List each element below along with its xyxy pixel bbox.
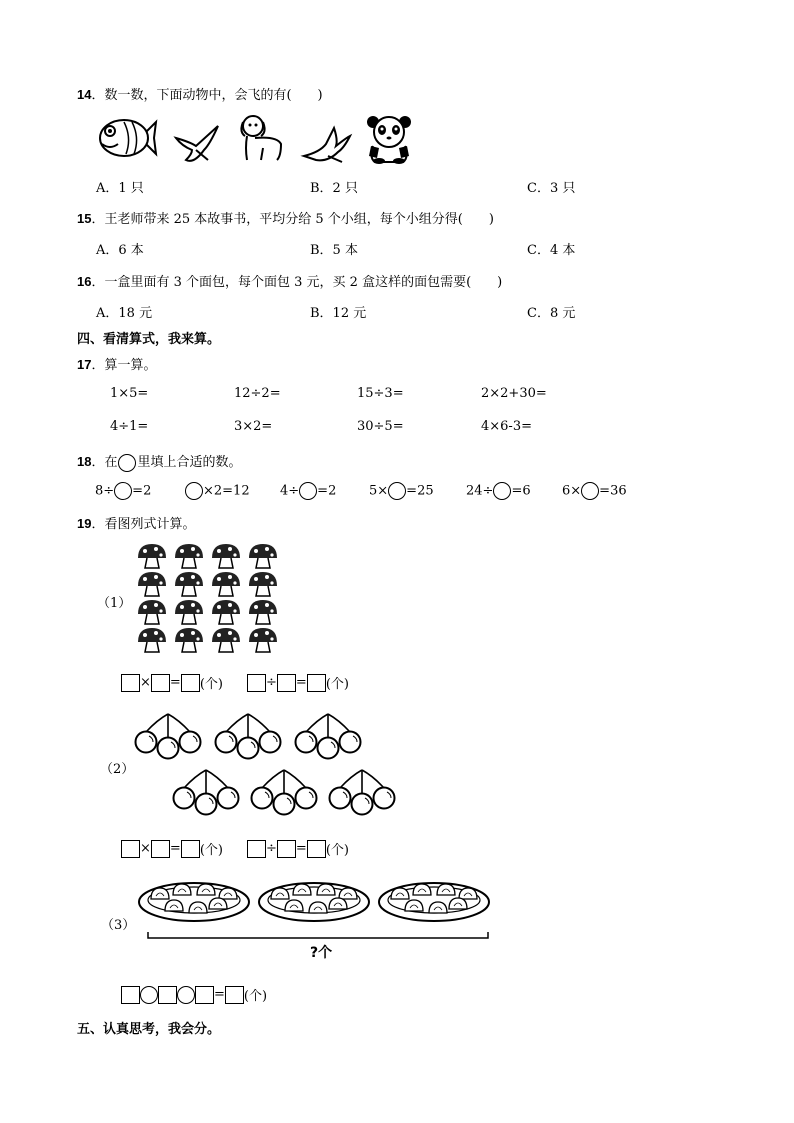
fish-icon bbox=[96, 114, 156, 162]
bird-icon bbox=[174, 124, 222, 164]
section-heading: 五、认真思考，我会分。 bbox=[77, 1022, 221, 1037]
unit: (个) bbox=[199, 843, 223, 858]
answer-box[interactable] bbox=[277, 840, 296, 858]
question-text: 里填上合适的数。 bbox=[137, 455, 242, 470]
answer-circle[interactable] bbox=[493, 482, 511, 500]
fill-prefix: 5× bbox=[369, 483, 389, 499]
dog-icon bbox=[237, 114, 285, 164]
question-number: 19 bbox=[77, 516, 92, 531]
question-text: ．看图列式计算。 bbox=[91, 517, 196, 532]
fill-suffix: =2 bbox=[132, 483, 152, 499]
expression: 1×5= bbox=[110, 386, 149, 401]
total-label: ?个 bbox=[310, 945, 333, 961]
fill-item bbox=[185, 482, 250, 500]
expression: 4×6-3= bbox=[481, 419, 532, 434]
answer-box[interactable] bbox=[158, 986, 177, 1004]
expression: 2×2+30= bbox=[481, 386, 547, 401]
option-b[interactable]: B．2 只 bbox=[310, 181, 358, 196]
fill-item bbox=[95, 482, 151, 500]
fill-suffix: =36 bbox=[599, 483, 627, 499]
operator: ÷ bbox=[266, 841, 277, 856]
equation-line bbox=[247, 673, 349, 692]
expression: 30÷5= bbox=[357, 419, 404, 434]
option-c[interactable]: C．8 元 bbox=[527, 306, 576, 321]
operator: = bbox=[295, 841, 307, 856]
question-19 bbox=[77, 513, 195, 532]
question-text: ．王老师带来 25 本故事书，平均分给 5 个小组，每个小组分得( ) bbox=[91, 212, 494, 227]
fill-prefix: 24÷ bbox=[466, 483, 494, 499]
question-text: ．算一算。 bbox=[91, 358, 157, 373]
fill-prefix: 4÷ bbox=[280, 483, 300, 499]
part-label: （3） bbox=[101, 918, 136, 933]
answer-box[interactable] bbox=[307, 674, 326, 692]
answer-circle[interactable] bbox=[185, 482, 203, 500]
unit: (个) bbox=[325, 843, 349, 858]
question-number: 17 bbox=[77, 357, 92, 372]
answer-circle[interactable] bbox=[388, 482, 406, 500]
fill-suffix: =25 bbox=[406, 483, 434, 499]
expression: 15÷3= bbox=[357, 386, 404, 401]
answer-box[interactable] bbox=[151, 674, 170, 692]
operator: = bbox=[169, 675, 181, 690]
answer-box[interactable] bbox=[247, 674, 266, 692]
operator-circle[interactable] bbox=[140, 986, 158, 1004]
equation-line bbox=[121, 673, 223, 692]
option-a[interactable]: A．1 只 bbox=[96, 181, 144, 196]
dumpling-plates-icon bbox=[138, 880, 494, 944]
answer-box[interactable] bbox=[277, 674, 296, 692]
question-number: 16 bbox=[77, 274, 92, 289]
answer-box[interactable] bbox=[121, 674, 140, 692]
answer-box[interactable] bbox=[247, 840, 266, 858]
question-text: ．数一数，下面动物中，会飞的有( ) bbox=[91, 88, 323, 103]
operator: × bbox=[140, 675, 151, 690]
option-b[interactable]: B．5 本 bbox=[310, 243, 358, 258]
answer-circle-icon bbox=[118, 454, 136, 472]
question-text: ．在 bbox=[91, 455, 118, 470]
option-a[interactable]: A．6 本 bbox=[96, 243, 144, 258]
question-16 bbox=[77, 271, 502, 290]
unit: (个) bbox=[325, 677, 349, 692]
bird-icon bbox=[302, 126, 352, 164]
question-text: ．一盒里面有 3 个面包，每个面包 3 元，买 2 盒这样的面包需要( ) bbox=[91, 275, 503, 290]
answer-box[interactable] bbox=[225, 986, 244, 1004]
question-15 bbox=[77, 208, 494, 227]
answer-box[interactable] bbox=[181, 840, 200, 858]
operator-circle[interactable] bbox=[177, 986, 195, 1004]
equation-line bbox=[121, 985, 267, 1004]
option-c[interactable]: C．3 只 bbox=[527, 181, 576, 196]
expression: 3×2= bbox=[234, 419, 273, 434]
question-18 bbox=[77, 451, 242, 472]
cherry-group-icon bbox=[128, 710, 398, 822]
fill-item bbox=[466, 482, 531, 500]
option-a[interactable]: A．18 元 bbox=[96, 306, 153, 321]
fill-suffix: ×2=12 bbox=[203, 483, 250, 499]
fill-item bbox=[562, 482, 627, 500]
fill-suffix: =6 bbox=[511, 483, 531, 499]
unit: (个) bbox=[199, 677, 223, 692]
question-14 bbox=[77, 84, 323, 103]
mushroom-grid-icon bbox=[128, 544, 274, 656]
operator: = bbox=[169, 841, 181, 856]
equation-line bbox=[247, 839, 349, 858]
answer-box[interactable] bbox=[151, 840, 170, 858]
fill-item bbox=[280, 482, 336, 500]
operator: × bbox=[140, 841, 151, 856]
part-label: （2） bbox=[100, 762, 135, 777]
fill-item bbox=[369, 482, 434, 500]
part-label: （1） bbox=[97, 596, 132, 611]
unit: (个) bbox=[243, 989, 268, 1004]
answer-circle[interactable] bbox=[581, 482, 599, 500]
operator: ÷ bbox=[266, 675, 277, 690]
answer-circle[interactable] bbox=[114, 482, 132, 500]
section-heading: 四、看清算式，我来算。 bbox=[77, 332, 221, 347]
answer-box[interactable] bbox=[195, 986, 214, 1004]
question-number: 18 bbox=[77, 454, 92, 469]
question-17 bbox=[77, 354, 156, 373]
fill-prefix: 6× bbox=[562, 483, 582, 499]
answer-box[interactable] bbox=[181, 674, 200, 692]
equation-line bbox=[121, 839, 223, 858]
operator: = bbox=[295, 675, 307, 690]
answer-box[interactable] bbox=[307, 840, 326, 858]
fill-suffix: =2 bbox=[317, 483, 337, 499]
expression: 4÷1= bbox=[110, 419, 149, 434]
option-b[interactable]: B．12 元 bbox=[310, 306, 367, 321]
answer-circle[interactable] bbox=[299, 482, 317, 500]
answer-box[interactable] bbox=[121, 986, 140, 1004]
answer-box[interactable] bbox=[121, 840, 140, 858]
option-c[interactable]: C．4 本 bbox=[527, 243, 576, 258]
question-number: 15 bbox=[77, 211, 92, 226]
panda-icon bbox=[365, 114, 413, 164]
expression: 12÷2= bbox=[234, 386, 281, 401]
operator: = bbox=[214, 987, 225, 1002]
question-number: 14 bbox=[77, 87, 92, 102]
fill-prefix: 8÷ bbox=[95, 483, 115, 499]
